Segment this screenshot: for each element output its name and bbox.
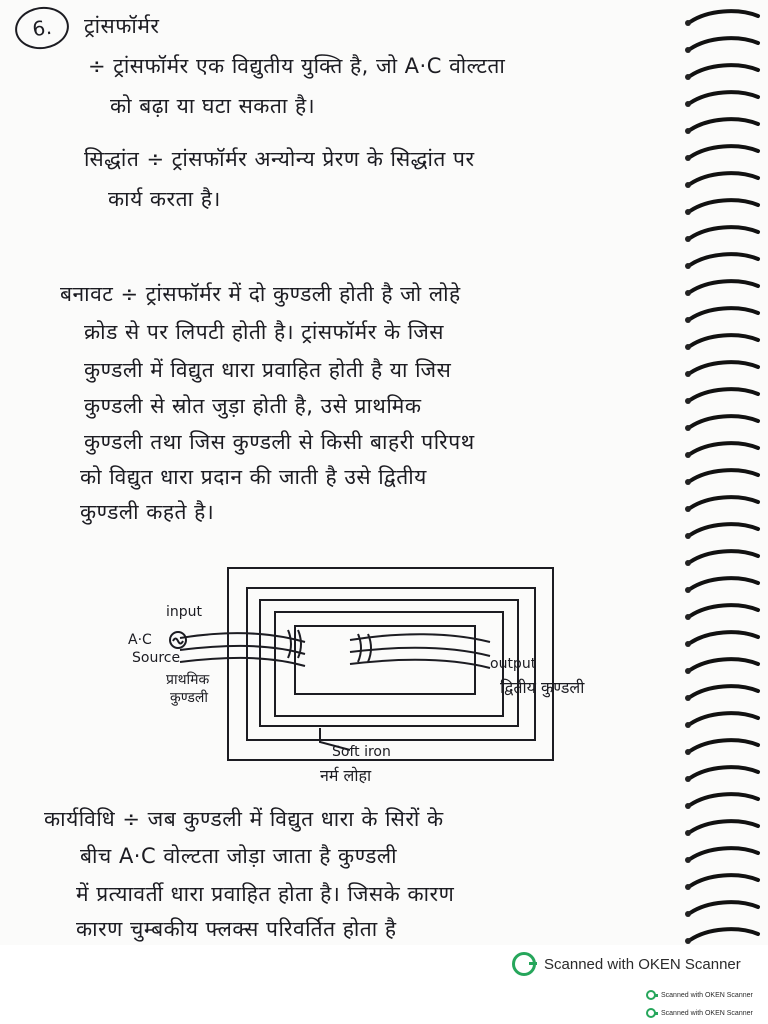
principle-line-1: सिद्धांत ÷ ट्रांसफॉर्मर अन्योन्य प्रेरण के सिद्धांत पर <box>84 147 475 171</box>
spiral-hole <box>685 20 691 26</box>
spiral-ring <box>690 929 758 940</box>
spiral-ring <box>690 821 758 832</box>
source-label: Source <box>132 650 181 666</box>
spiral-ring <box>690 416 758 427</box>
working-line-3: में प्रत्यावर्ती धारा प्रवाहित होता है। जिसके कारण <box>76 882 455 906</box>
spiral-hole <box>685 695 691 701</box>
spiral-ring <box>690 281 758 292</box>
spiral-ring <box>690 200 758 211</box>
spiral-ring <box>690 335 758 346</box>
primary-winding <box>180 633 305 666</box>
spiral-ring <box>690 686 758 697</box>
soft-iron-label: Soft iron <box>332 744 391 760</box>
spiral-hole <box>685 290 691 296</box>
spiral-hole <box>685 884 691 890</box>
spiral-hole <box>685 614 691 620</box>
spiral-hole <box>685 533 691 539</box>
spiral-ring <box>690 848 758 859</box>
spiral-ring <box>690 362 758 373</box>
core-frame-3 <box>260 600 518 726</box>
spiral-hole <box>685 668 691 674</box>
soft-iron-hindi-label: नर्म लोहा <box>320 766 372 785</box>
section-title: ट्रांसफॉर्मर <box>84 14 160 38</box>
spiral-hole <box>685 857 691 863</box>
spiral-hole <box>685 587 691 593</box>
spiral-hole <box>685 317 691 323</box>
spiral-ring <box>690 92 758 103</box>
structure-line-5: कुण्डली तथा जिस कुण्डली से किसी बाहरी परिपथ <box>84 430 475 454</box>
spiral-ring <box>690 551 758 562</box>
spiral-ring <box>690 254 758 265</box>
spiral-ring <box>690 902 758 913</box>
spiral-ring <box>690 740 758 751</box>
scanner-watermark-text: Scanned with OKEN Scanner <box>544 955 741 973</box>
working-line-1: कार्यविधि ÷ जब कुण्डली में विद्युत धारा के सिरों के <box>44 807 444 831</box>
output-label: output <box>490 656 537 672</box>
spiral-hole <box>685 776 691 782</box>
spiral-hole <box>685 479 691 485</box>
working-line-2: बीच A·C वोल्टता जोड़ा जाता है कुण्डली <box>80 844 398 868</box>
spiral-ring <box>690 794 758 805</box>
section-number-text: 6. <box>30 14 54 42</box>
section-number <box>12 3 71 52</box>
definition-line-1: ÷ ट्रांसफॉर्मर एक विद्युतीय युक्ति है, जो A·C वोल्टता <box>88 54 506 78</box>
spiral-ring <box>690 389 758 400</box>
secondary-label: द्वितीय कुण्डली <box>500 678 585 697</box>
spiral-ring <box>690 632 758 643</box>
spiral-ring <box>690 443 758 454</box>
spiral-hole <box>685 803 691 809</box>
spiral-ring <box>690 146 758 157</box>
spiral-hole <box>685 506 691 512</box>
spiral-hole <box>685 425 691 431</box>
spiral-hole <box>685 47 691 53</box>
spiral-ring <box>690 713 758 724</box>
structure-line-4: कुण्डली से स्रोत जुड़ा होती है, उसे प्राथमिक <box>84 394 422 418</box>
spiral-hole <box>685 371 691 377</box>
spiral-hole <box>685 938 691 944</box>
spiral-ring <box>690 119 758 130</box>
oken-logo-small-icon-2 <box>646 1008 656 1018</box>
spiral-hole <box>685 236 691 242</box>
scanner-watermark <box>512 952 741 976</box>
structure-line-7: कुण्डली कहते है। <box>80 500 215 524</box>
spiral-ring <box>690 497 758 508</box>
spiral-hole <box>685 911 691 917</box>
structure-line-6: को विद्युत धारा प्रदान की जाती है उसे द्वितीय <box>80 465 427 489</box>
spiral-hole <box>685 722 691 728</box>
primary-label: प्राथमिक <box>166 672 210 688</box>
spiral-ring <box>690 605 758 616</box>
spiral-hole <box>685 398 691 404</box>
spiral-hole <box>685 830 691 836</box>
scanner-watermark-small-text-2: Scanned with OKEN Scanner <box>661 1009 753 1017</box>
spiral-ring <box>690 11 758 22</box>
spiral-ring <box>690 524 758 535</box>
oken-logo-small-icon <box>646 990 656 1000</box>
oken-logo-icon <box>512 952 536 976</box>
spiral-hole <box>685 641 691 647</box>
spiral-ring <box>690 227 758 238</box>
spiral-hole <box>685 560 691 566</box>
spiral-hole <box>685 182 691 188</box>
spiral-hole <box>685 101 691 107</box>
working-line-4: कारण चुम्बकीय फ्लक्स परिवर्तित होता है <box>76 917 397 941</box>
spiral-hole <box>685 344 691 350</box>
spiral-ring <box>690 65 758 76</box>
structure-line-2: क्रोड से पर लिपटी होती है। ट्रांसफॉर्मर के जिस <box>84 320 444 344</box>
definition-line-2: को बढ़ा या घटा सकता है। <box>110 94 316 118</box>
spiral-ring <box>690 38 758 49</box>
spiral-ring <box>690 470 758 481</box>
transformer-diagram <box>120 560 650 800</box>
scanner-watermark-small-1 <box>646 990 753 1000</box>
spiral-hole <box>685 128 691 134</box>
spiral-hole <box>685 209 691 215</box>
principle-line-2: कार्य करता है। <box>108 187 221 211</box>
spiral-hole <box>685 749 691 755</box>
ac-label: A·C <box>128 632 152 648</box>
spiral-ring <box>690 173 758 184</box>
structure-line-3: कुण्डली में विद्युत धारा प्रवाहित होती है या जिस <box>84 358 452 382</box>
spiral-hole <box>685 263 691 269</box>
ac-wave-mark <box>173 639 183 644</box>
spiral-hole <box>685 155 691 161</box>
spiral-ring <box>690 308 758 319</box>
scanner-watermark-small-text-1: Scanned with OKEN Scanner <box>661 991 753 999</box>
spiral-ring <box>690 875 758 886</box>
input-label: input <box>166 604 203 620</box>
spiral-ring <box>690 659 758 670</box>
structure-line-1: बनावट ÷ ट्रांसफॉर्मर में दो कुण्डली होती है जो लोहे <box>60 282 461 306</box>
spiral-binding <box>678 0 768 945</box>
scanner-watermark-small-2 <box>646 1008 753 1018</box>
spiral-hole <box>685 452 691 458</box>
primary-label-2: कुण्डली <box>170 690 209 706</box>
spiral-ring <box>690 578 758 589</box>
spiral-ring <box>690 767 758 778</box>
spiral-hole <box>685 74 691 80</box>
